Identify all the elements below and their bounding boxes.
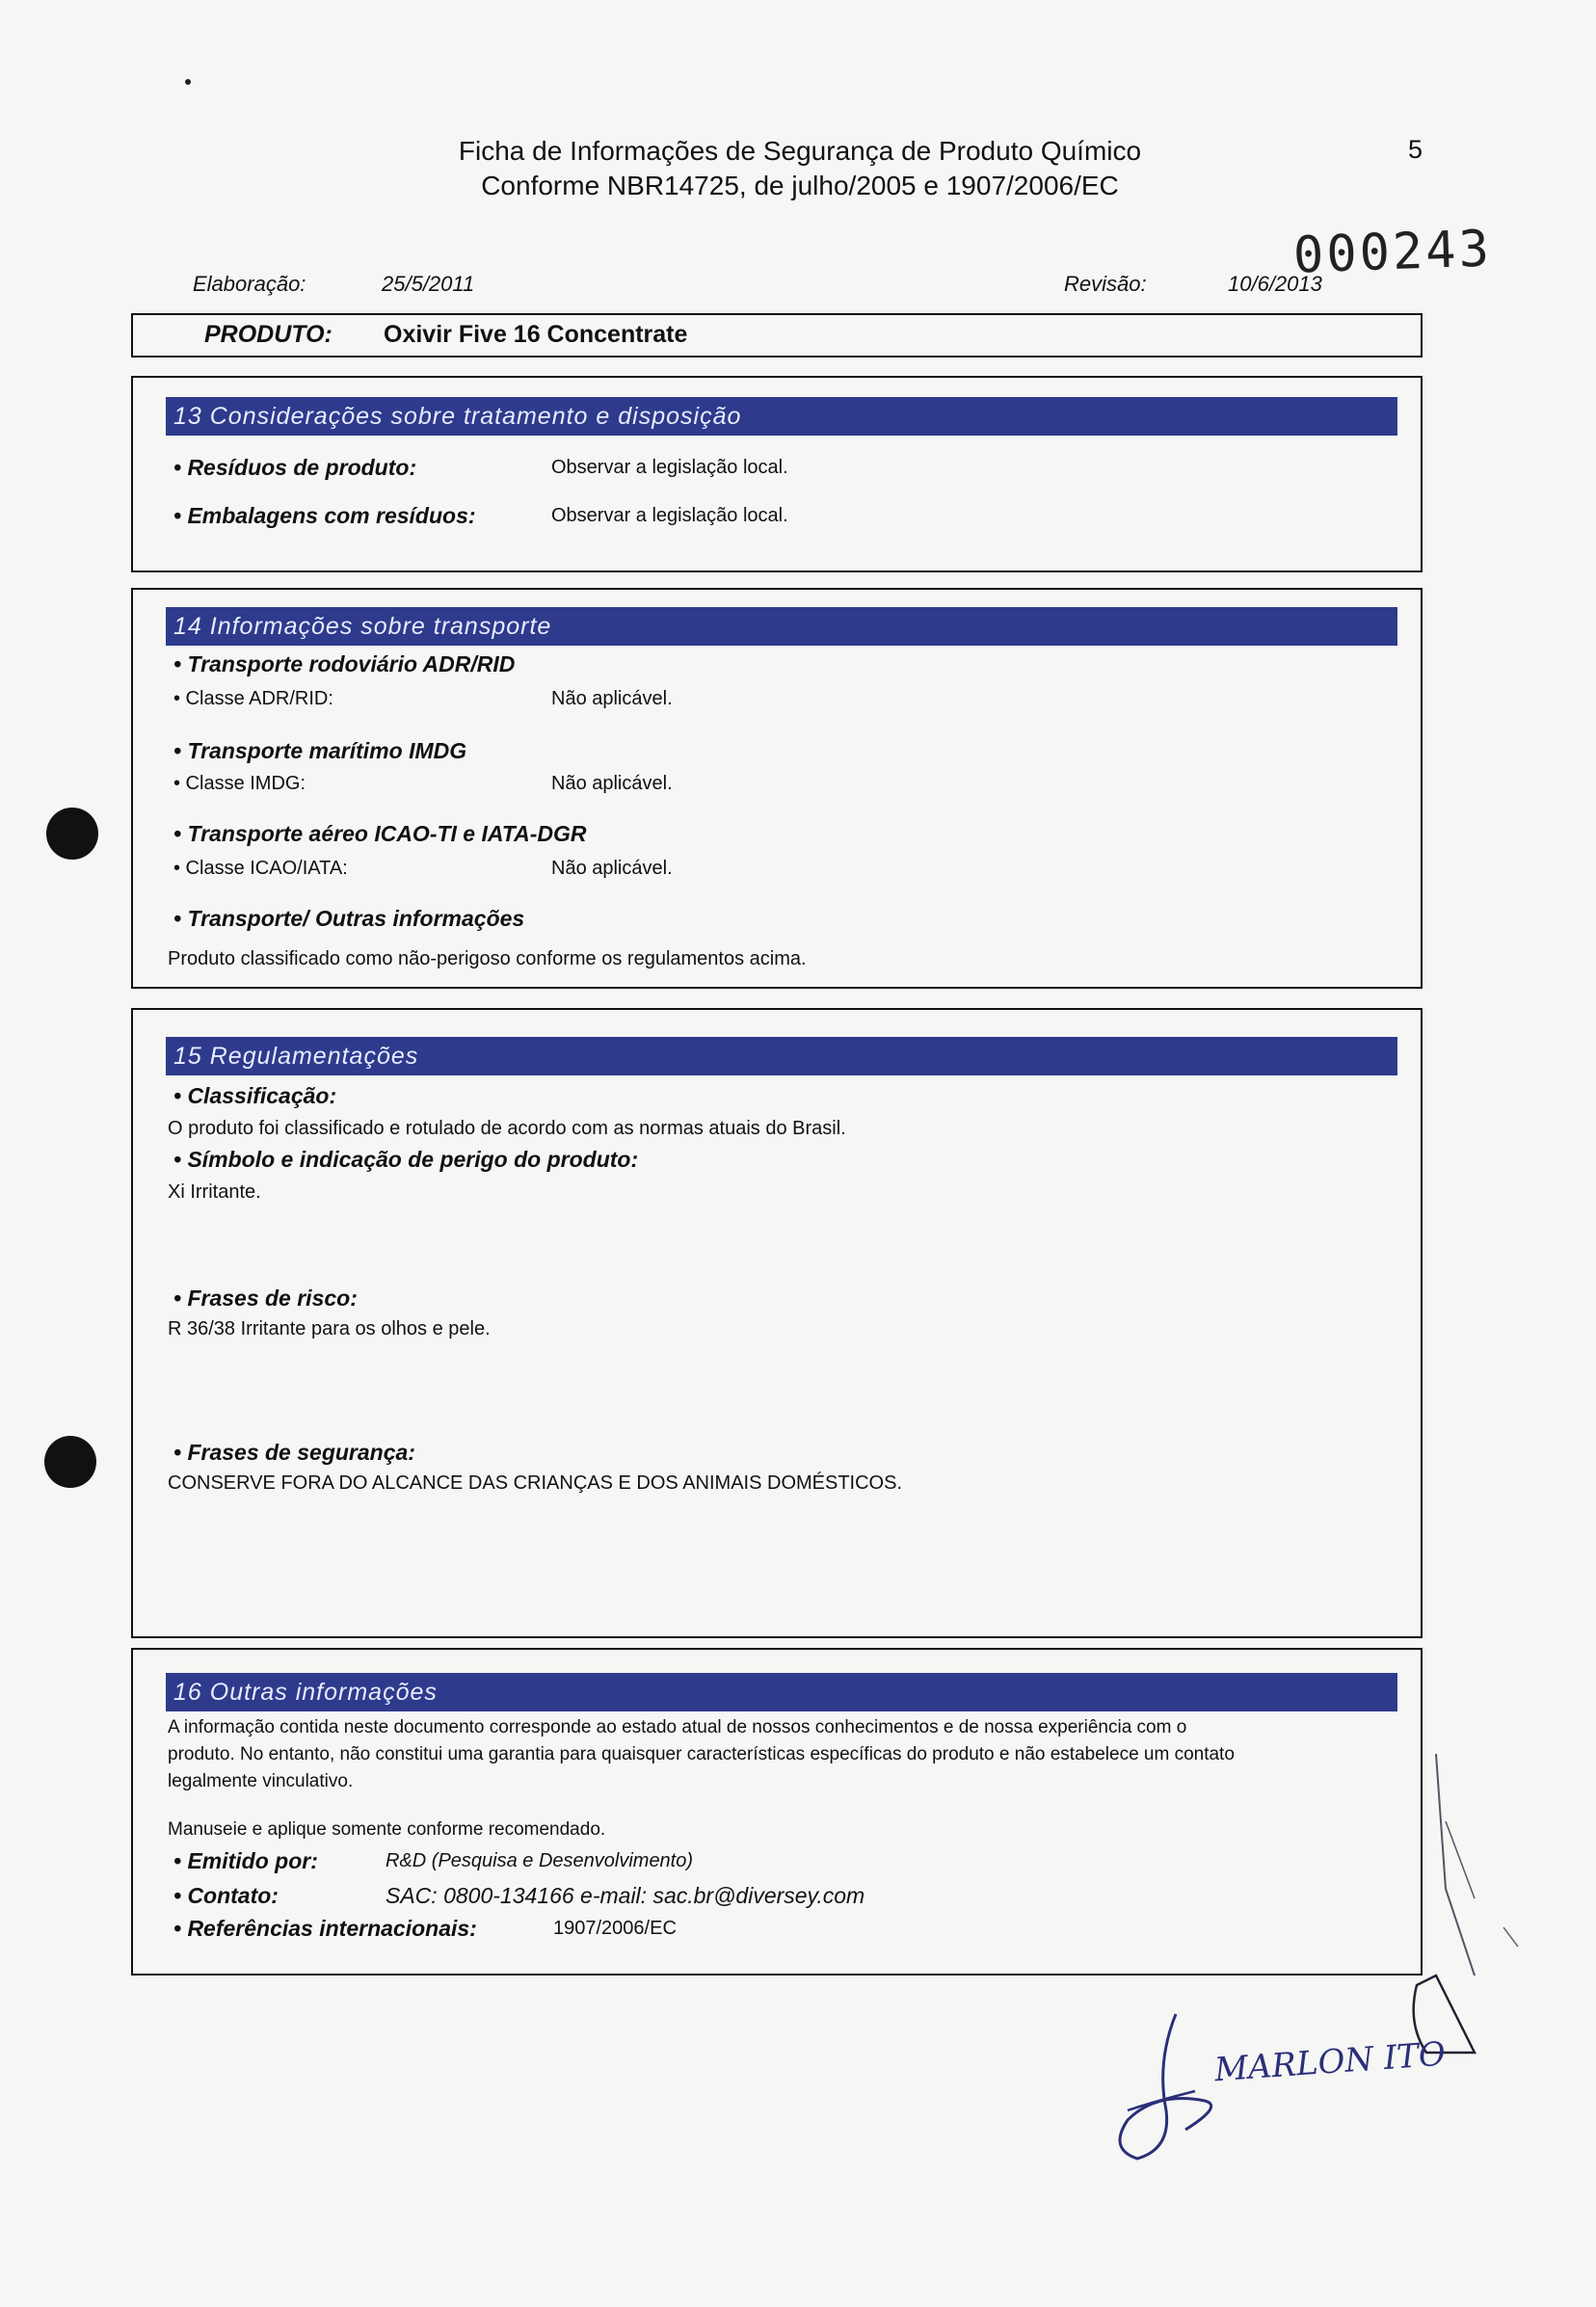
transporte-rodoviario-heading: • Transporte rodoviário ADR/RID: [173, 651, 516, 676]
section-16-title: 16 Outras informações: [166, 1673, 1397, 1711]
referencias-value: 1907/2006/EC: [553, 1918, 677, 1939]
section-13-title: 13 Considerações sobre tratamento e disposição: [166, 397, 1397, 436]
outras-informacoes-text: Produto classificado como não-perigoso conforme os regulamentos acima.: [168, 948, 807, 969]
classe-imdg-label: • Classe IMDG:: [173, 773, 306, 794]
classe-imdg-value: Não aplicável.: [551, 773, 673, 794]
residuos-label: • Resíduos de produto:: [173, 455, 417, 480]
initials-mark: [1369, 1735, 1542, 2082]
transporte-maritimo-heading: • Transporte marítimo IMDG: [173, 738, 467, 763]
section-14: [131, 588, 1423, 989]
transporte-aereo-heading: • Transporte aéreo ICAO-TI e IATA-DGR: [173, 821, 587, 846]
frases-seguranca-text: CONSERVE FORA DO ALCANCE DAS CRIANÇAS E DOS ANIMAIS DOMÉSTICOS.: [168, 1472, 903, 1494]
handwritten-name: MARLON ITO: [1212, 2034, 1448, 2090]
embalagens-label: • Embalagens com resíduos:: [173, 503, 476, 528]
classe-adr-label: • Classe ADR/RID:: [173, 688, 333, 709]
section-15-title: 15 Regulamentações: [166, 1037, 1397, 1075]
frases-risco-text: R 36/38 Irritante para os olhos e pele.: [168, 1318, 491, 1339]
outras-informacoes-heading: • Transporte/ Outras informações: [173, 906, 525, 931]
disclaimer-line-2: produto. No entanto, não constitui uma garantia para quaisquer características específicas do produto e não estabelece um contato: [168, 1744, 1235, 1764]
section-16: [131, 1648, 1423, 1976]
handwritten-stamp-number: 000243: [1292, 220, 1493, 285]
product-box: [131, 313, 1423, 358]
elaboracao-date: 25/5/2011: [382, 272, 475, 296]
classificacao-text: O produto foi classificado e rotulado de acordo com as normas atuais do Brasil.: [168, 1118, 846, 1139]
referencias-label: • Referências internacionais:: [173, 1916, 477, 1941]
classe-icao-label: • Classe ICAO/IATA:: [173, 858, 348, 879]
revisao-label: Revisão:: [1064, 272, 1147, 296]
section-15: [131, 1008, 1423, 1638]
classe-icao-value: Não aplicável.: [551, 858, 673, 879]
disclaimer-line-3: legalmente vinculativo.: [168, 1771, 354, 1791]
emitido-value: R&D (Pesquisa e Desenvolvimento): [386, 1850, 694, 1871]
punch-hole-top: [46, 808, 98, 860]
classificacao-heading: • Classificação:: [173, 1083, 337, 1108]
document-title: Ficha de Informações de Segurança de Produto Químico: [458, 136, 1142, 166]
revisao-date: 10/6/2013: [1228, 272, 1322, 296]
punch-hole-bottom: [44, 1436, 96, 1488]
simbolo-heading: • Símbolo e indicação de perigo do produto:: [173, 1147, 639, 1172]
product-name: Oxivir Five 16 Concentrate: [384, 321, 688, 348]
frases-risco-heading: • Frases de risco:: [173, 1286, 358, 1311]
simbolo-text: Xi Irritante.: [168, 1181, 261, 1203]
residuos-value: Observar a legislação local.: [551, 457, 788, 478]
elaboracao-label: Elaboração:: [193, 272, 306, 296]
page-number: 5: [1408, 135, 1423, 164]
section-14-title: 14 Informações sobre transporte: [166, 607, 1397, 646]
frases-seguranca-heading: • Frases de segurança:: [173, 1440, 415, 1465]
stray-dot: [185, 79, 191, 85]
emitido-label: • Emitido por:: [173, 1848, 318, 1873]
document-subtitle: Conforme NBR14725, de julho/2005 e 1907/2006/EC: [481, 171, 1119, 200]
section-13: [131, 376, 1423, 572]
disclaimer-line-1: A informação contida neste documento corresponde ao estado atual de nossos conhecimentos e de nossa experiência com o: [168, 1717, 1187, 1737]
manuseie-text: Manuseie e aplique somente conforme recomendado.: [168, 1819, 606, 1840]
classe-adr-value: Não aplicável.: [551, 688, 673, 709]
product-label: PRODUTO:: [204, 321, 332, 348]
embalagens-value: Observar a legislação local.: [551, 505, 788, 526]
contato-value: SAC: 0800-134166 e-mail: sac.br@diversey.com: [386, 1883, 865, 1908]
contato-label: • Contato:: [173, 1883, 279, 1908]
signature: [1089, 2004, 1253, 2178]
